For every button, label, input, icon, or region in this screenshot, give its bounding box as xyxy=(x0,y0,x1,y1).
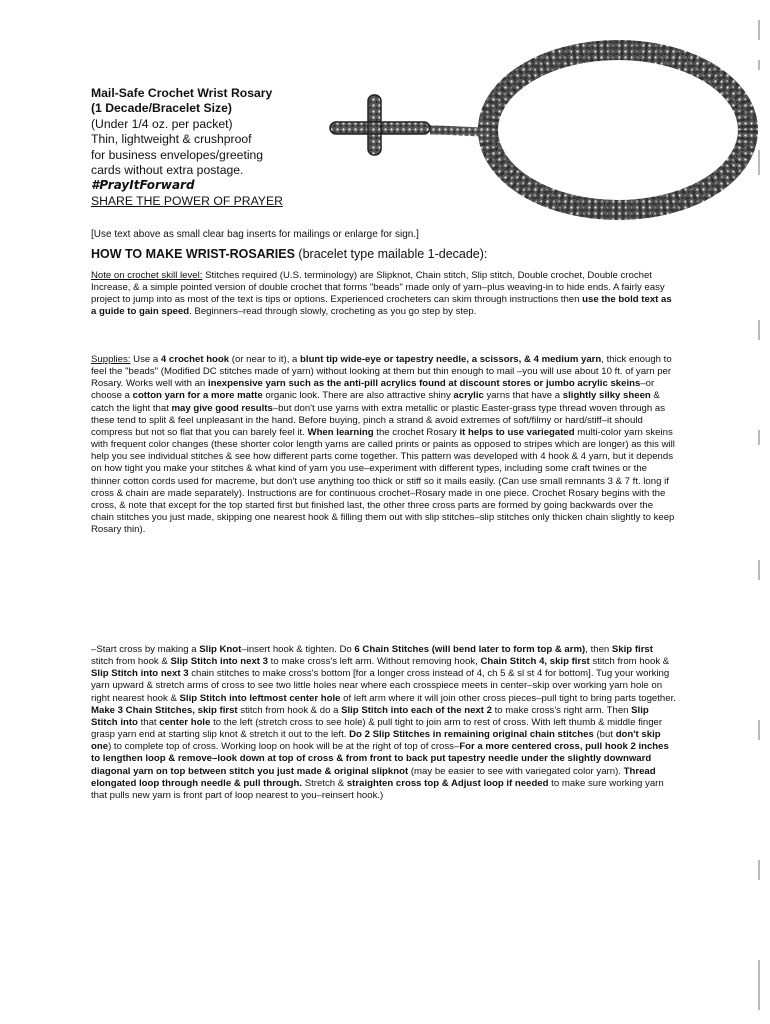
p3-text: –Start cross by making a xyxy=(91,644,200,655)
p3-bold: 6 Chain Stitches (will bend later to form top & arm) xyxy=(354,644,586,655)
p2-bold: may give good results xyxy=(171,402,273,414)
p2-text: yarns that have a xyxy=(483,390,563,402)
p2-text: –or choose a xyxy=(91,378,655,402)
p2-bold: it helps to use variegated xyxy=(459,426,575,438)
heading-bold: HOW TO MAKE WRIST-ROSARIES xyxy=(91,247,295,261)
p3-text: to the left (stretch cross to see hole) & pull tight to join arm to rest of cross. With left thumb & middle finger grasp yarn end at starting slip knot & stretch it out to the left. xyxy=(91,716,663,741)
p2-bold: slightly silky sheen xyxy=(562,390,651,402)
share-line: SHARE THE POWER OF PRAYER xyxy=(91,193,283,208)
p3-text: to make cross's right arm. Then xyxy=(491,704,632,716)
rosary-loop xyxy=(488,50,748,210)
instructions-paragraph xyxy=(91,644,677,802)
header-line: (Under 1/4 oz. per packet) xyxy=(91,116,233,131)
scan-edge-marks xyxy=(754,0,764,1024)
p3-text: , then xyxy=(585,644,612,655)
heading-rest: (bracelet type mailable 1-decade): xyxy=(294,247,488,261)
p3-bold: Slip Stitch into leftmost center hole xyxy=(179,692,341,704)
p3-text: (may be easier to see with variegated color yarn). xyxy=(408,765,624,777)
p2-bold: acrylic xyxy=(453,390,484,402)
header-line: Thin, lightweight & crushproof xyxy=(91,132,252,147)
p3-text: (but xyxy=(593,729,616,741)
p2-bold: 4 crochet hook xyxy=(160,354,230,365)
p1-text: . Beginners–read through slowly, crocheting as you go step by step. xyxy=(189,306,477,318)
p2-text: multi-color yarn skeins with frequent color changes (these shorter color length yarns are called prints or paints as opposed to stripes which are longer) as this will help you see individual stitches & see how different parts come together. This pattern was developed with 4 hook & 4 yarn, but it depends on how tight you make your stitches & what kind of yarn you use–experiment with different types, including some craft twines or the thinner cotton cords used for macreme, but don't use anything too thick or stiff so it mails easily. (Can use small remnants 3 & 7 ft. long if cross & chain are made separately). Instructions are for continuous crochet–Rosary made in one piece. Crochet Rosary begins with the cross, & note that except for the top started first but finished last, the other three cross parts are formed by going backwards over the chain stitches you just made, skipping one nearest hook & filling them out with slip stitches–slip stitches only thicken chain slightly to keep Rosary thin). xyxy=(91,426,675,536)
p3-text: to make cross's left arm. Without removing hook, xyxy=(268,656,481,668)
p3-text: to make sure working yarn that pulls new yarn is front part of loop nearest to you–reinsert hook.) xyxy=(91,777,664,801)
p1-label: Note on crochet skill level: xyxy=(91,270,203,281)
p2-bold: inexpensive yarn such as the anti-pill acrylics found at discount stores or jumbo acrylic skeins xyxy=(207,378,641,390)
p3-bold: don't skip one xyxy=(91,729,661,753)
p3-bold: straighten cross top & Adjust loop if needed xyxy=(346,777,549,789)
p1-text: Stitches required (U.S. terminology) are Slipknot, Chain stitch, Slip stitch, Double crochet, Double crochet Increase, & a simple pointed version of double crochet that forms "beads" made only of yarn–plus weaving-in to hide ends. A fairly easy project to jump into as most of the text is tips or options. Experienced crocheters can skim through instructions then xyxy=(91,270,665,306)
subtitle: (1 Decade/Bracelet Size) xyxy=(91,101,232,116)
p2-text: & catch the light that xyxy=(91,390,660,414)
p3-bold: Do 2 Slip Stitches in remaining original chain stitches xyxy=(349,729,594,741)
p2-text: (or near to it), a xyxy=(229,354,301,365)
rosary-connector xyxy=(430,130,490,132)
title: Mail-Safe Crochet Wrist Rosary xyxy=(91,86,273,100)
p2-text: organic look. There are also attractive shiny xyxy=(262,390,454,402)
p1-bold: use the bold text as a guide to gain speed xyxy=(91,294,672,318)
p3-bold: center hole xyxy=(159,716,211,728)
p3-text: stitch from hook & do a xyxy=(237,704,342,716)
p3-text: stitch from hook & xyxy=(91,656,171,668)
p2-text: , thick enough to feel the "beads" (Modified DC stitches made of yarn) without looking at them but thin enough to mail –you will use about 10 ft. of yarn per Rosary. Works well with an xyxy=(91,354,672,390)
header-line: cards without extra postage. xyxy=(91,163,244,178)
p3-text: stitch from hook & xyxy=(589,656,670,668)
p2-bold: When learning xyxy=(307,426,374,438)
p2-text: –but don't use yarns with extra metallic or plastic Easter-grass type thread woven through as these tend to split & feel unpleasant in the hand. Before buying, pinch a strand & avoid extremes of soft/filmy or hard/stiff–it should compress but not so flat that you can barely feel it. xyxy=(91,402,666,438)
supplies-paragraph xyxy=(91,354,677,536)
p2-bold: cotton yarn for a more matte xyxy=(132,390,263,402)
hashtag: #PrayItForward xyxy=(91,178,195,193)
p3-bold: Make 3 Chain Stitches, skip first xyxy=(91,704,238,716)
p3-text: chain stitches to make cross's bottom [for a longer cross instead of 4, ch 5 & sl st 4 for bottom]. Tug your working yarn upward & stretch arms of cross to see two little holes near where each crosspiece meets in center–skip over working yarn hole on right nearest hook & xyxy=(91,668,670,704)
p3-bold: Slip Stitch into next 3 xyxy=(91,668,189,680)
p3-bold: Thread elongated loop through needle & pull through. xyxy=(91,765,656,789)
p3-text: that xyxy=(137,716,160,728)
header-block xyxy=(91,86,331,209)
p3-text: –insert hook & tighten. Do xyxy=(241,644,355,655)
usage-note: [Use text above as small clear bag inserts for mailings or enlarge for sign.] xyxy=(91,229,419,240)
skill-level-paragraph xyxy=(91,270,677,319)
p2-text: the crochet Rosary xyxy=(373,426,460,438)
section-heading xyxy=(91,247,487,261)
p3-bold: Slip Stitch into each of the next 2 xyxy=(341,704,492,716)
p3-bold: Skip first xyxy=(611,644,653,655)
p3-text: Stretch & xyxy=(302,777,347,789)
p3-bold: For a more centered cross, pull hook 2 inches to lengthen loop & remove–look down at top of cross & from front to back put tapestry needle under the slightly downward diagonal yarn on top between stitch you just made & original slipknot xyxy=(91,741,669,777)
p3-bold: Slip Stitch into next 3 xyxy=(170,656,268,668)
cross-icon xyxy=(330,95,430,155)
p3-text: of left arm where it will join other cross pieces–pull tight to bring parts together. xyxy=(340,692,676,704)
p3-bold: Chain Stitch 4, skip first xyxy=(480,656,590,668)
p2-bold: blunt tip wide-eye or tapestry needle, a scissors, & 4 medium yarn xyxy=(300,354,602,365)
p3-bold: Slip Stitch into xyxy=(91,704,649,728)
p2-text: Use a xyxy=(130,354,161,365)
p3-text: ) to complete top of cross. Working loop on hook will be at the right of top of cross– xyxy=(108,741,460,753)
rosary-image xyxy=(300,20,770,250)
header-line: for business envelopes/greeting xyxy=(91,147,264,162)
p2-label: Supplies: xyxy=(91,354,131,365)
p3-bold: Slip Knot xyxy=(199,644,242,655)
